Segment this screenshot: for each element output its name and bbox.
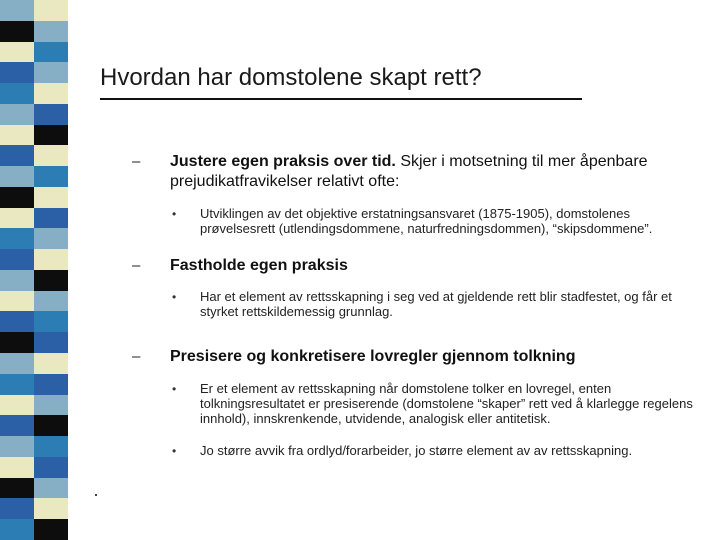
stripe-block xyxy=(0,332,68,353)
stripe-block xyxy=(0,145,68,166)
stripe-cell xyxy=(0,208,34,229)
stripe-cell xyxy=(34,311,68,332)
dash-marker: – xyxy=(132,153,141,170)
stripe-cell xyxy=(0,270,34,291)
stripe-cell xyxy=(0,187,34,208)
stripe-block xyxy=(0,208,68,229)
dash-marker: – xyxy=(132,348,141,365)
bullet-text: Er et element av rettsskapning når domstolene tolker en lovregel, enten tolkningsresultatet er presiserende (domstolene “skaper” rett ved å klarlegge regelens innhold), innskrenkende, utvidende, analogisk eller antitetisk. xyxy=(200,381,693,426)
stripe-block xyxy=(0,478,68,499)
stripe-cell xyxy=(34,228,68,249)
bullet-text: Jo større avvik fra ordlyd/forarbeider, jo større element av av rettsskapning. xyxy=(200,443,633,458)
stripe-block xyxy=(0,187,68,208)
heading-rest: Skjer i motsetning til mer åpenbare prejudikatfravikelser relativt ofte: xyxy=(170,153,648,190)
stripe-block xyxy=(0,457,68,478)
stripe-block xyxy=(0,374,68,395)
stripe-cell xyxy=(0,332,34,353)
dash-marker: – xyxy=(132,257,141,274)
stripe-cell xyxy=(34,62,68,83)
stripe-cell xyxy=(0,145,34,166)
stripe-cell xyxy=(34,270,68,291)
bullet-text: Utviklingen av det objektive erstatningsansvaret (1875-1905), domstolenes prøvelsesrett (utlendingsdommene, naturfredningsdommen), “skipsdommene”. xyxy=(200,206,653,236)
stripe-cell xyxy=(0,125,34,146)
stripe-block xyxy=(0,21,68,42)
stripe-block xyxy=(0,270,68,291)
stripe-block xyxy=(0,395,68,416)
stripe-block xyxy=(0,436,68,457)
stripe-cell xyxy=(34,249,68,270)
stripe-cell xyxy=(34,478,68,499)
stripe-cell xyxy=(34,42,68,63)
stripe-cell xyxy=(34,498,68,519)
stripe-cell xyxy=(0,249,34,270)
section-heading xyxy=(170,347,670,367)
heading-bold: Fastholde egen praksis xyxy=(170,257,348,274)
stripe-cell xyxy=(34,21,68,42)
bullet-text: Har et element av rettsskapning i seg ved at gjeldende rett blir stadfestet, og får et styrket rettskildemessig grunnlag. xyxy=(200,289,672,319)
stripe-cell xyxy=(34,374,68,395)
stripe-cell xyxy=(0,374,34,395)
stripe-block xyxy=(0,311,68,332)
stripe-cell xyxy=(0,457,34,478)
heading-bold: Justere egen praksis over tid. xyxy=(170,153,396,170)
stripe-cell xyxy=(0,498,34,519)
stripe-block xyxy=(0,498,68,519)
stripe-cell xyxy=(0,415,34,436)
stripe-block xyxy=(0,62,68,83)
stripe-cell xyxy=(0,436,34,457)
stripe-cell xyxy=(0,519,34,540)
stripe-cell xyxy=(34,436,68,457)
stripe-block xyxy=(0,353,68,374)
stripe-cell xyxy=(34,457,68,478)
stripe-cell xyxy=(0,0,34,21)
stripe-cell xyxy=(0,228,34,249)
stripe-block xyxy=(0,228,68,249)
stripe-cell xyxy=(0,62,34,83)
bullet-marker: • xyxy=(172,290,177,304)
stripe-cell xyxy=(34,291,68,312)
section-heading xyxy=(170,256,670,276)
stripe-cell xyxy=(0,21,34,42)
stripe-cell xyxy=(34,332,68,353)
bullet-marker: • xyxy=(172,207,177,221)
stripe-cell xyxy=(34,208,68,229)
stripe-cell xyxy=(0,166,34,187)
section-heading xyxy=(170,152,670,192)
stripe-cell xyxy=(34,0,68,21)
stripe-cell xyxy=(34,353,68,374)
stripe-block xyxy=(0,0,68,21)
stripe-cell xyxy=(34,395,68,416)
stripe-block xyxy=(0,125,68,146)
stripe-block xyxy=(0,519,68,540)
stripe-block xyxy=(0,166,68,187)
stripe-block xyxy=(0,415,68,436)
slide-title: Hvordan har domstolene skapt rett? xyxy=(100,64,582,100)
stripe-cell xyxy=(34,415,68,436)
stripe-cell xyxy=(0,478,34,499)
stripe-cell xyxy=(0,353,34,374)
stripe-cell xyxy=(34,104,68,125)
stripe-cell xyxy=(34,519,68,540)
stripe-block xyxy=(0,83,68,104)
stripe-cell xyxy=(34,187,68,208)
stripe-cell xyxy=(0,395,34,416)
stripe-cell xyxy=(0,311,34,332)
bullet-marker: • xyxy=(172,382,177,396)
stripe-cell xyxy=(0,291,34,312)
stripe-cell xyxy=(34,145,68,166)
heading-bold: Presisere og konkretisere lovregler gjennom tolkning xyxy=(170,348,576,365)
stripe-cell xyxy=(34,125,68,146)
stripe-block xyxy=(0,104,68,125)
stripe-block xyxy=(0,249,68,270)
stripe-block xyxy=(0,42,68,63)
stripe-cell xyxy=(0,42,34,63)
stripe-block xyxy=(0,291,68,312)
decorative-stripe xyxy=(0,0,68,540)
stripe-cell xyxy=(34,166,68,187)
stripe-cell xyxy=(0,83,34,104)
bullet-marker: • xyxy=(172,444,177,458)
stripe-cell xyxy=(0,104,34,125)
stray-dot xyxy=(95,494,97,496)
stripe-cell xyxy=(34,83,68,104)
